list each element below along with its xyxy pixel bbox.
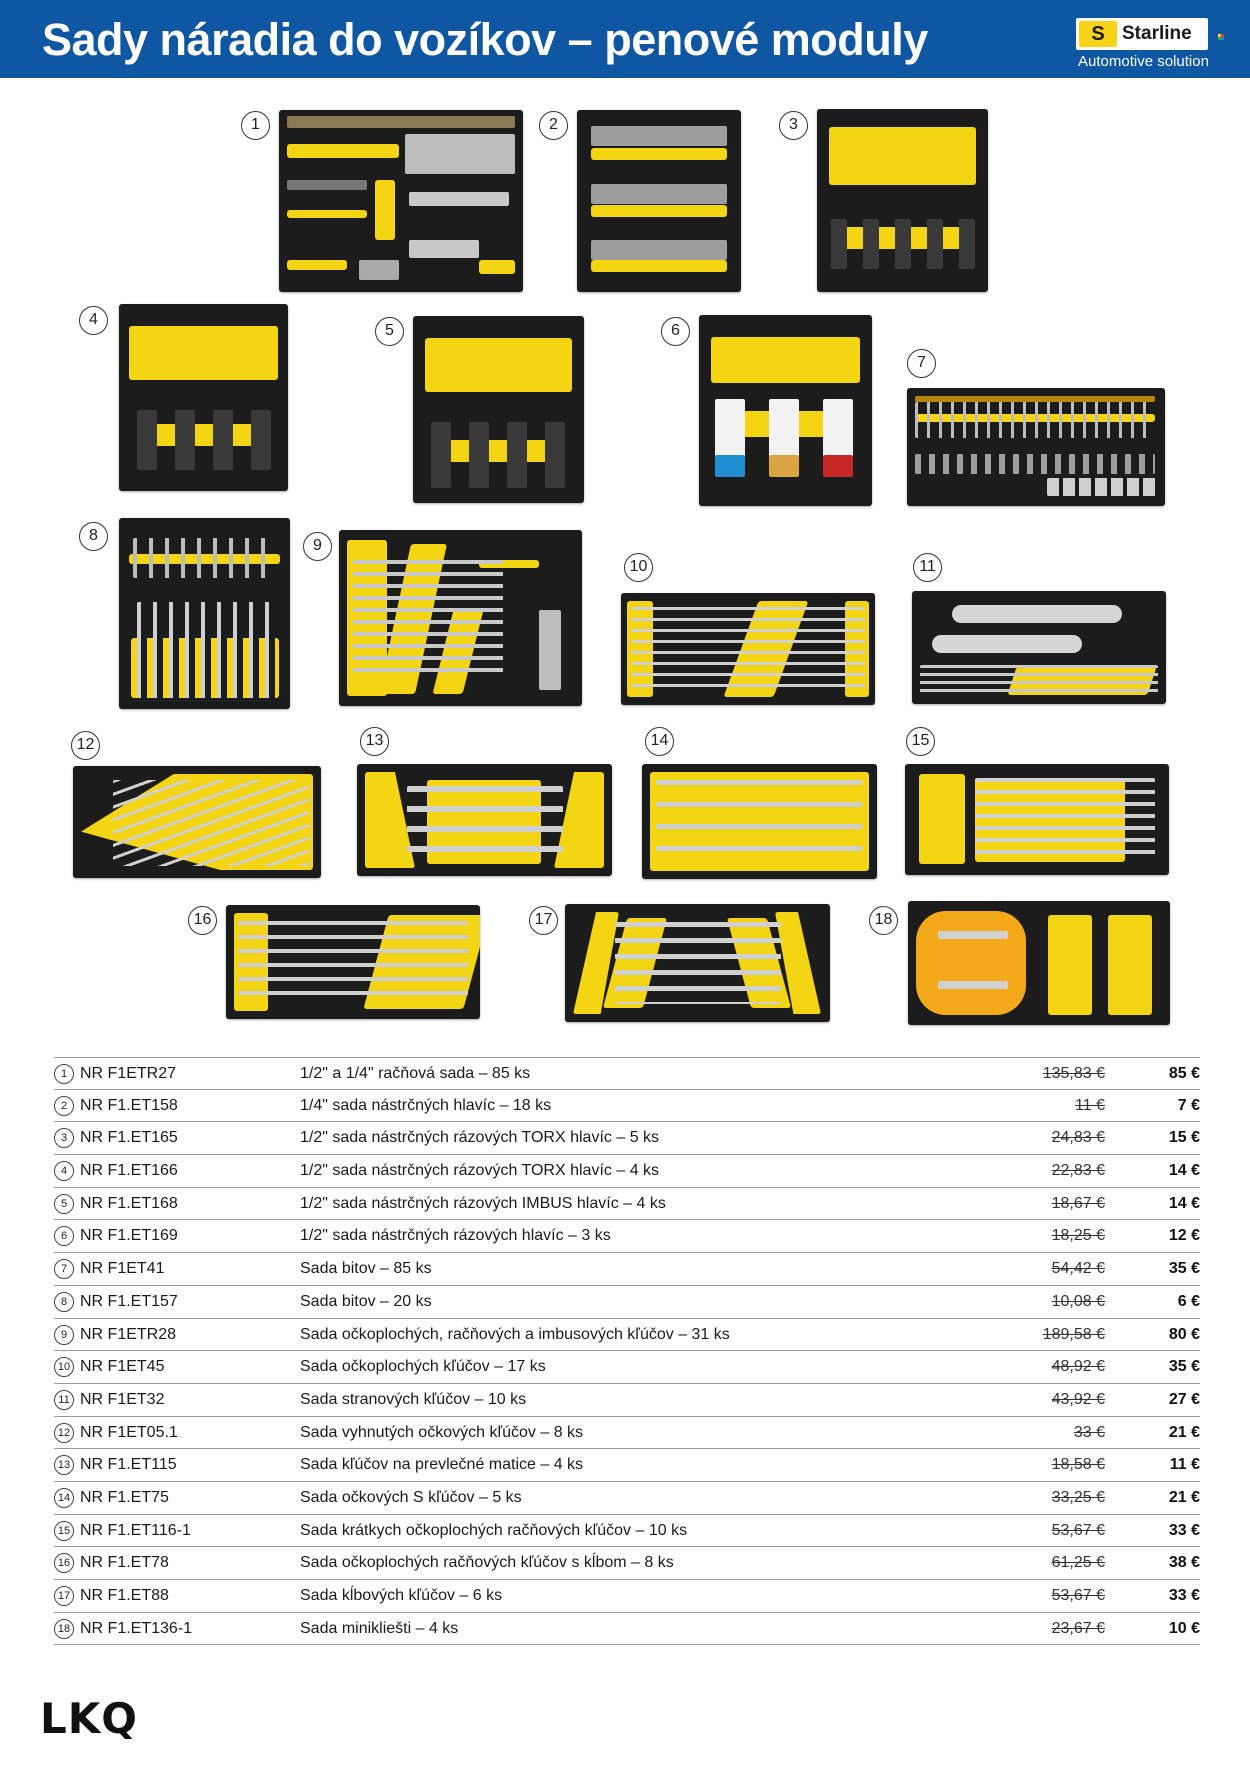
product-description: Sada očkových S kľúčov – 5 ks — [300, 1488, 522, 1506]
product-code: NR F1ET41 — [80, 1260, 165, 1278]
product-code: NR F1.ET75 — [80, 1488, 169, 1506]
product-image-11 — [912, 591, 1166, 704]
row-number: 5 — [54, 1194, 74, 1214]
new-price: 12 € — [1168, 1227, 1200, 1245]
product-image-5 — [413, 316, 584, 503]
old-price: 33,25 € — [1051, 1488, 1105, 1506]
table-row — [54, 1482, 1200, 1515]
new-price: 27 € — [1168, 1390, 1200, 1408]
row-number: 14 — [54, 1488, 74, 1508]
tile-number-badge: 17 — [529, 906, 558, 935]
product-code: NR F1.ET158 — [80, 1096, 178, 1114]
tile-number-badge: 8 — [79, 522, 108, 551]
product-description: 1/2" sada nástrčných rázových hlavíc – 3 ks — [300, 1227, 611, 1245]
row-number: 15 — [54, 1521, 74, 1541]
new-price: 10 € — [1168, 1619, 1200, 1637]
table-row — [54, 1090, 1200, 1123]
table-row — [54, 1319, 1200, 1352]
table-row — [54, 1580, 1200, 1613]
product-description: Sada stranových kľúčov – 10 ks — [300, 1390, 527, 1408]
new-price: 33 € — [1168, 1521, 1200, 1539]
row-number: 1 — [54, 1064, 74, 1084]
tile-number-badge: 5 — [375, 317, 404, 346]
product-code: NR F1.ET168 — [80, 1194, 178, 1212]
starline-logo — [1076, 18, 1208, 50]
old-price: 18,67 € — [1051, 1194, 1105, 1212]
product-code: NR F1.ET166 — [80, 1162, 178, 1180]
header-banner — [0, 0, 1250, 78]
old-price: 43,92 € — [1051, 1390, 1105, 1408]
old-price: 54,42 € — [1051, 1260, 1105, 1278]
table-row — [54, 1417, 1200, 1450]
lkq-logo: LKQ — [40, 1694, 139, 1743]
table-row — [54, 1449, 1200, 1482]
product-description: Sada očkoplochých kľúčov – 17 ks — [300, 1358, 546, 1376]
product-description: 1/4" sada nástrčných hlavíc – 18 ks — [300, 1096, 552, 1114]
table-row — [54, 1351, 1200, 1384]
product-description: 1/2" sada nástrčných rázových TORX hlavíc – 5 ks — [300, 1129, 660, 1147]
table-row — [54, 1286, 1200, 1319]
new-price: 14 € — [1168, 1162, 1200, 1180]
table-row — [54, 1122, 1200, 1155]
new-price: 7 € — [1177, 1096, 1200, 1114]
product-description: Sada vyhnutých očkových kľúčov – 8 ks — [300, 1423, 584, 1441]
old-price: 18,25 € — [1051, 1227, 1105, 1245]
table-row — [54, 1547, 1200, 1580]
old-price: 53,67 € — [1051, 1521, 1105, 1539]
table-row — [54, 1155, 1200, 1188]
row-number: 17 — [54, 1586, 74, 1606]
old-price: 135,83 € — [1042, 1065, 1105, 1082]
row-number: 11 — [54, 1390, 74, 1410]
row-number: 6 — [54, 1226, 74, 1246]
product-code: NR F1ET05.1 — [80, 1423, 178, 1441]
old-price: 18,58 € — [1051, 1456, 1105, 1474]
row-number: 16 — [54, 1553, 74, 1573]
tile-number-badge: 10 — [624, 553, 653, 582]
new-price: 35 € — [1168, 1260, 1200, 1278]
table-row — [54, 1253, 1200, 1286]
tile-number-badge: 12 — [71, 731, 100, 760]
tile-number-badge: 1 — [241, 111, 270, 140]
tile-number-badge: 7 — [907, 349, 936, 378]
product-image-12 — [73, 766, 321, 878]
row-number: 18 — [54, 1619, 74, 1639]
old-price: 48,92 € — [1051, 1358, 1105, 1376]
tile-number-badge: 15 — [906, 727, 935, 756]
new-price: 35 € — [1168, 1358, 1200, 1376]
product-image-15 — [905, 764, 1169, 875]
product-image-4 — [119, 304, 288, 491]
new-price: 11 € — [1169, 1456, 1200, 1474]
tile-number-badge: 6 — [661, 317, 690, 346]
logo-dots-icon — [1218, 34, 1224, 40]
table-row — [54, 1515, 1200, 1548]
row-number: 8 — [54, 1292, 74, 1312]
old-price: 23,67 € — [1051, 1619, 1105, 1637]
product-description: Sada očkoplochých račňových kľúčov s kĺbom – 8 ks — [300, 1554, 674, 1572]
page-title: Sady náradia do vozíkov – penové moduly — [42, 14, 928, 65]
product-image-2 — [577, 110, 741, 292]
product-image-18 — [908, 901, 1170, 1025]
tile-number-badge: 2 — [539, 111, 568, 140]
product-image-16 — [226, 905, 480, 1019]
product-description: 1/2" a 1/4" račňová sada – 85 ks — [300, 1065, 531, 1082]
table-row — [54, 1220, 1200, 1253]
product-image-7 — [907, 388, 1165, 506]
row-number: 9 — [54, 1325, 74, 1345]
product-description: Sada bitov – 20 ks — [300, 1292, 432, 1310]
old-price: 22,83 € — [1051, 1162, 1105, 1180]
product-code: NR F1ET32 — [80, 1390, 165, 1408]
product-code: NR F1.ET169 — [80, 1227, 178, 1245]
product-image-8 — [119, 518, 290, 709]
product-code: NR F1ETR28 — [80, 1325, 177, 1343]
old-price: 24,83 € — [1051, 1129, 1105, 1147]
tile-number-badge: 18 — [869, 906, 898, 935]
old-price: 53,67 € — [1051, 1587, 1105, 1604]
price-table — [54, 1057, 1200, 1645]
product-code: NR F1.ET115 — [80, 1456, 177, 1474]
tile-number-badge: 11 — [913, 553, 942, 582]
product-image-9 — [339, 530, 582, 706]
new-price: 15 € — [1168, 1129, 1200, 1147]
tile-number-badge: 3 — [779, 111, 808, 140]
table-row — [54, 1188, 1200, 1221]
product-code: NR F1.ET78 — [80, 1554, 169, 1572]
tile-number-badge: 16 — [188, 906, 217, 935]
row-number: 2 — [54, 1096, 74, 1116]
product-image-14 — [642, 764, 877, 879]
product-description: Sada očkoplochých, račňových a imbusových kľúčov – 31 ks — [300, 1325, 730, 1343]
product-code: NR F1ET45 — [80, 1358, 165, 1376]
product-image-10 — [621, 593, 875, 705]
product-description: Sada kľúčov na prevlečné matice – 4 ks — [300, 1456, 584, 1474]
product-image-13 — [357, 764, 612, 876]
tile-number-badge: 13 — [360, 727, 389, 756]
product-description: Sada kĺbových kľúčov – 6 ks — [300, 1587, 503, 1604]
row-number: 10 — [54, 1357, 74, 1377]
row-number: 7 — [54, 1259, 74, 1279]
table-row — [54, 1384, 1200, 1417]
logo-name: Starline — [1122, 23, 1192, 44]
new-price: 6 € — [1177, 1292, 1200, 1310]
old-price: 11 € — [1075, 1096, 1105, 1114]
product-image-17 — [565, 904, 830, 1022]
product-code: NR F1ETR27 — [80, 1065, 177, 1082]
logo-tagline: Automotive solution — [1078, 53, 1209, 70]
product-image-1 — [279, 110, 523, 292]
row-number: 13 — [54, 1455, 74, 1475]
product-description: Sada minikliešti – 4 ks — [300, 1619, 459, 1637]
product-code: NR F1.ET165 — [80, 1129, 178, 1147]
new-price: 38 € — [1168, 1554, 1200, 1572]
product-description: Sada krátkych očkoplochých račňových kľúčov – 10 ks — [300, 1521, 688, 1539]
row-number: 4 — [54, 1161, 74, 1181]
product-description: 1/2" sada nástrčných rázových TORX hlavíc – 4 ks — [300, 1162, 660, 1180]
tile-number-badge: 9 — [303, 532, 332, 561]
old-price: 10,08 € — [1051, 1292, 1105, 1310]
product-code: NR F1.ET88 — [80, 1587, 169, 1604]
row-number: 3 — [54, 1128, 74, 1148]
table-row — [54, 1057, 1200, 1090]
tile-number-badge: 4 — [79, 306, 108, 335]
row-number: 12 — [54, 1423, 74, 1443]
new-price: 21 € — [1168, 1423, 1200, 1441]
product-code: NR F1.ET116-1 — [80, 1521, 191, 1539]
product-code: NR F1.ET157 — [80, 1292, 178, 1310]
logo-mark: S — [1079, 21, 1117, 47]
product-description: 1/2" sada nástrčných rázových IMBUS hlavíc – 4 ks — [300, 1194, 666, 1212]
new-price: 21 € — [1168, 1488, 1200, 1506]
old-price: 189,58 € — [1042, 1325, 1105, 1343]
product-image-6 — [699, 315, 872, 506]
old-price: 33 € — [1073, 1423, 1105, 1441]
new-price: 33 € — [1168, 1587, 1200, 1604]
product-image-3 — [817, 109, 988, 292]
table-row — [54, 1613, 1200, 1646]
new-price: 14 € — [1168, 1194, 1200, 1212]
old-price: 61,25 € — [1051, 1554, 1105, 1572]
new-price: 85 € — [1168, 1065, 1200, 1082]
product-code: NR F1.ET136-1 — [80, 1619, 193, 1637]
tile-number-badge: 14 — [645, 727, 674, 756]
product-description: Sada bitov – 85 ks — [300, 1260, 432, 1278]
new-price: 80 € — [1168, 1325, 1200, 1343]
